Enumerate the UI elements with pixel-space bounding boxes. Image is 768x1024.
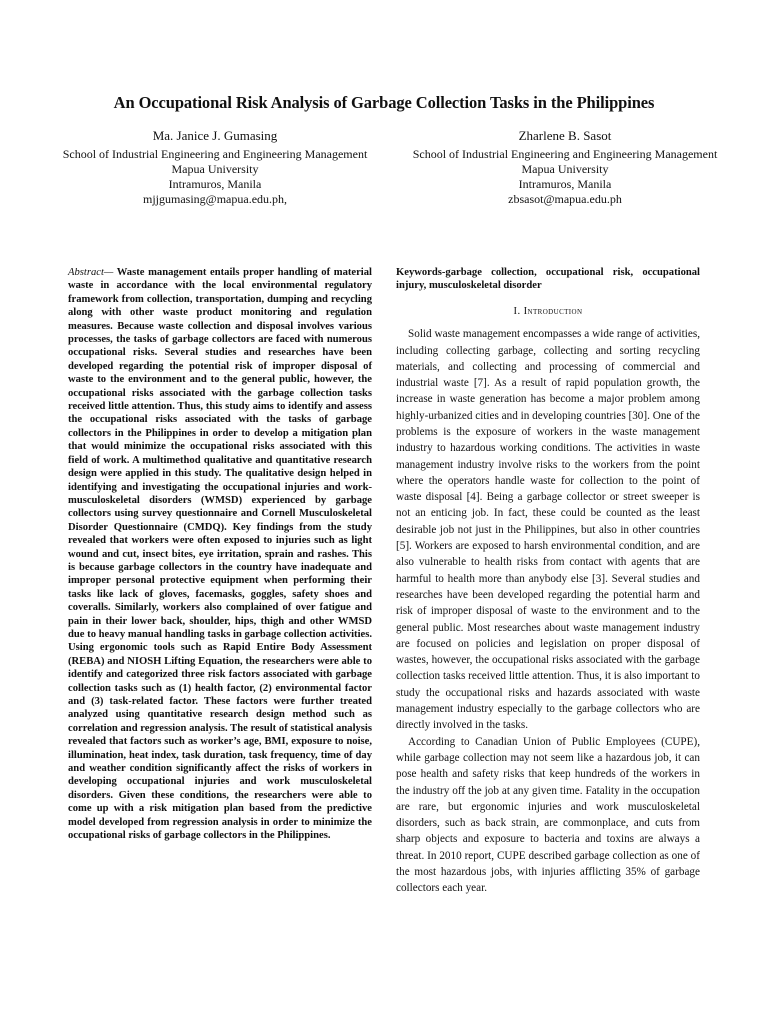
- author-block-2: [385, 128, 745, 207]
- body-paragraph: Solid waste management encompasses a wide range of activities, including collecting garbage, collecting and sorting recycling materials, and collecting and processing of commercial and industrial waste [7]. As a result of rapid population growth, the increase in waste generation has become a major problem among highly-urbanized cities and in developing countries [30]. One of the problems is the exposure of workers in the waste management industry to hazardous working conditions. The activities in waste management industry involve risks to the workers from the point where the operators handle waste for collection to the point of waste disposal [4]. Being a garbage collector or street sweeper is not an enticing job. In fact, these could be counted as the least desirable job not just in the Philippines, but also in other countries [5]. Workers are exposed to harsh environmental condition, and are also vulnerable to health risks from contact with agents that are harmful to health more than anybody else [3]. Several studies and researches have been developed regarding the potential harm and risk of improper disposal of waste to the environment and to the general public. Most researches about waste management industry are focused on policies and legislation on proper disposal of wastes, however, the occupational risks associated with the garbage collection tasks received little attention. Thus, it is also important to study the occupational risks and hazards associated with waste management industry especially to the garbage collectors who are directly involved in the tasks.: [396, 328, 700, 732]
- keywords: Keywords-garbage collection, occupational risk, occupational injury, musculoskeletal disorder: [396, 267, 700, 292]
- author-name: Ma. Janice J. Gumasing: [152, 128, 278, 143]
- author-university: Mapua University: [171, 162, 259, 176]
- abstract-label: Abstract—: [68, 267, 114, 278]
- abstract-column: [68, 266, 372, 842]
- author-block-1: [35, 128, 395, 207]
- author-email: mjjgumasing@mapua.edu.ph,: [142, 192, 288, 206]
- author-department: School of Industrial Engineering and Engineering Management: [62, 147, 368, 161]
- section-heading-introduction: I. Introduction: [513, 305, 583, 317]
- abstract-text: Waste management entails proper handling of material waste in accordance with the local environmental regulatory framework from collection, transportation, dumping and recycling along with other waste product monitoring and regulation measures. Because waste collection and disposal involves various processes, the tasks of garbage collectors are faced with numerous occupational risks. Several studies and researches have been developed regarding the potential risk of improper disposal of waste to the environment and to the general public, however, the occupational risks associated with the garbage collection tasks received little attention. Thus, this study aims to identify and assess the occupational risks associated with the tasks of garbage collectors in the Philippines in order to develop a mitigation plan that would minimize the occupational risks associated with this field of work. A multimethod qualitative and quantitative research design were applied in this study. The qualitative design helped in identifying and investigating the occupational injuries and work-musculoskeletal disorders (WMSD) experienced by garbage collectors using survey questionnaire and Cornell Musculoskeletal Disorder Questionnaire (CMDQ). Key findings from the study revealed that workers were often exposed to injuries such as light wound and cut, insect bites, eye irritation, sprain and rashes. This is because garbage collectors in the country have inadequate and improper personal protective equipment when performing their tasks like lack of gloves, facemasks, goggles, safety shoes and coveralls. Similarly, workers also complained of over fatigue and pain in their lower back, shoulder, hips, thigh and other WMSD due to heavy manual handling tasks in garbage collection activities. Using ergonomic tools such as Rapid Entire Body Assessment (REBA) and NIOSH Lifting Equation, the researchers were able to identify and categorized three risk factors associated with garbage collection tasks such as (1) health factor, (2) environmental factor and (3) task-related factor. These factors were further treated analyzed using quantitative research design method such as correlation and regression analysis. The result of statistical analysis revealed that factors such as worker’s age, BMI, exposure to noise, illumination, heat index, task duration, task frequency, time of day and weather condition significantly affect the risks of workers in developing occupational injuries and work musculoskeletal disorders. Given these conditions, the researchers were able to come up with a risk mitigation plan based from the predictive model developed from regression analysis in order to minimize the occupational risks of garbage collectors in the Philippines.: [68, 267, 372, 842]
- body-column: [396, 266, 700, 897]
- author-location: Intramuros, Manila: [518, 177, 612, 191]
- author-name: Zharlene B. Sasot: [518, 128, 612, 143]
- author-university: Mapua University: [521, 162, 609, 176]
- author-department: School of Industrial Engineering and Engineering Management: [412, 147, 718, 161]
- paper-title: An Occupational Risk Analysis of Garbage Collection Tasks in the Philippines: [113, 93, 655, 112]
- author-location: Intramuros, Manila: [168, 177, 262, 191]
- author-email: zbsasot@mapua.edu.ph: [508, 192, 622, 206]
- body-paragraph: According to Canadian Union of Public Employees (CUPE), while garbage collection may not seem like a hazardous job, it can pose health and safety risks that keep hundreds of the workers in the industry off the job at any given time. Fatality in the occupation are rare, but ergonomic injuries and work musculoskeletal disorders, such as back strain, are commonplace, and cuts from sharp objects and exposure to bacteria and toxins are always a threat. In 2010 report, CUPE described garbage collection as one of the most hazardous jobs, with injuries afflicting 35% of garbage collectors each year.: [396, 735, 700, 895]
